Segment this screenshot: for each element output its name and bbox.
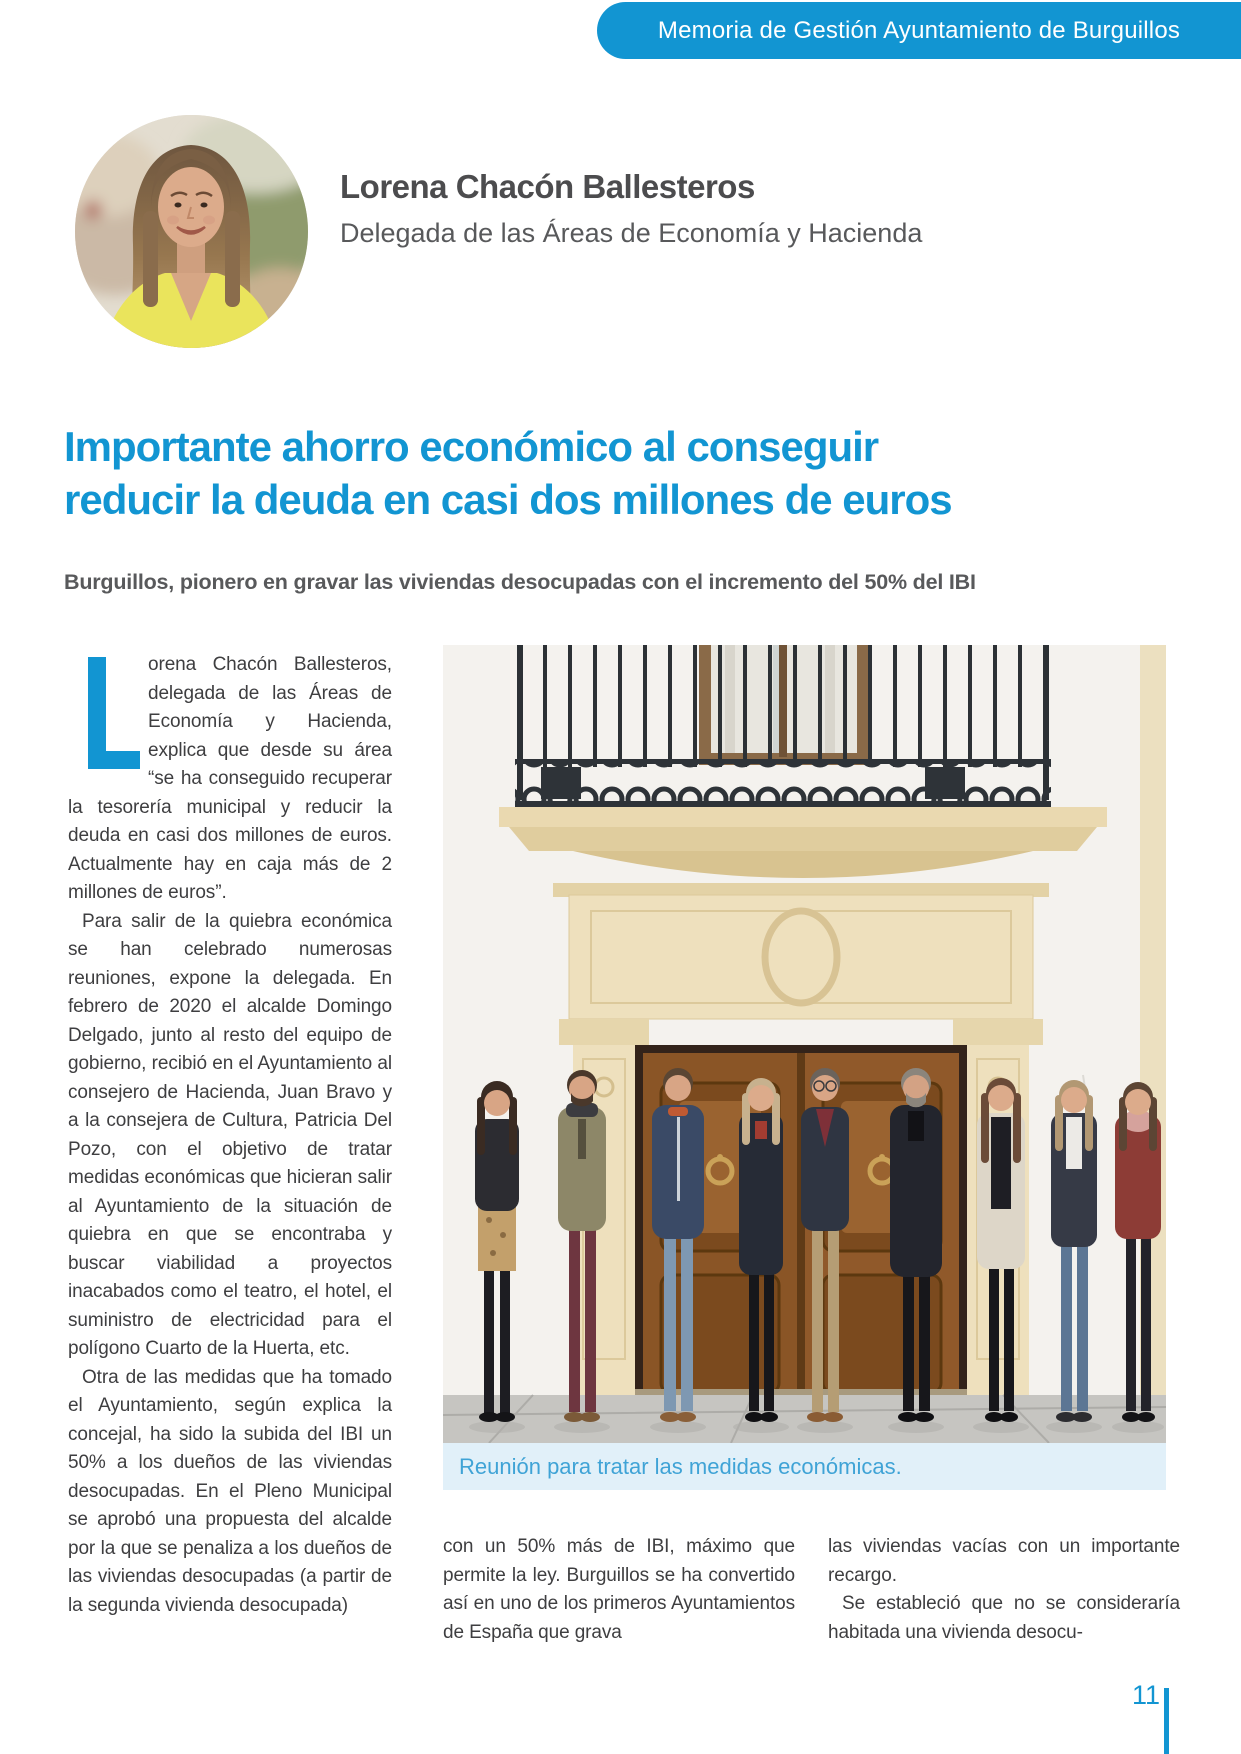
profile-name: Lorena Chacón Ballesteros	[340, 168, 755, 205]
header-banner	[597, 2, 1241, 59]
page-number-rule	[1164, 1688, 1169, 1754]
body-column-2	[443, 1533, 795, 1647]
paragraph: con un 50% más de IBI, máximo que permite la ley. Burguillos se ha convertido así en uno de los primeros Ayuntamientos de España que grava	[443, 1536, 795, 1643]
paragraph: Otra de las medidas que ha tomado el Ayuntamiento, según explica la concejal, ha sido la subida del IBI un 50% a los dueños de las viviendas desocupadas. En el Pleno Municipal se aprobó una propuesta del alcalde por la que se penaliza a los dueños de las viviendas desocupadas (a partir de la segunda vivienda desocupada)	[68, 1366, 392, 1616]
profile-role: Delegada de las Áreas de Economía y Hacienda	[340, 218, 923, 248]
header-banner-title: Memoria de Gestión Ayuntamiento de Burguillos	[657, 16, 1181, 44]
drop-cap	[88, 657, 140, 769]
paragraph: las viviendas vacías con un importante recargo.	[828, 1536, 1180, 1586]
photo-caption: Reunión para tratar las medidas económicas.	[443, 1443, 1166, 1490]
body-column-1	[68, 651, 392, 1620]
avatar	[75, 115, 308, 348]
group-photo-figure	[443, 645, 1166, 1490]
paragraph: Se estableció que no se consideraría habitada una vivienda desocu-	[828, 1593, 1180, 1643]
paragraph-lead-text: orena Chacón Ballesteros, delegada de las Áreas de Economía y Hacienda, explica que desde su área “se ha conseguido recuperar la tesorería municipal y reducir la deuda en casi dos millones de euros. Actualmente hay en caja más de 2 millones de euros”.	[68, 654, 392, 903]
page-number: 11	[1131, 1680, 1160, 1710]
article-headline: Importante ahorro económico al conseguir reducir la deuda en casi dos millones de euros	[64, 423, 952, 523]
paragraph: Para salir de la quiebra económica se han celebrado numerosas reuniones, expone la delegada. En febrero de 2020 el alcalde Domingo Delgado, junto al resto del equipo de gobierno, recibió en el Ayuntamiento al consejero de Hacienda, Juan Bravo y a la consejera de Cultura, Patricia Del Pozo, con el objetivo de tratar medidas económicas que hicieran salir al Ayuntamiento de la situación de quiebra en que se encontraba y buscar viabilidad a proyectos inacabados como el teatro, el hotel, el suministro de electricidad para el polígono Cuarto de la Huerta, etc.	[68, 910, 392, 1359]
body-column-3	[828, 1533, 1180, 1647]
group-photo-illustration	[443, 645, 1166, 1443]
article-subheadline: Burguillos, pionero en gravar las viviendas desocupadas con el incremento del 50% del IBI	[64, 570, 976, 594]
portrait-photo-illustration	[75, 115, 308, 348]
paragraph-lead	[68, 651, 392, 908]
